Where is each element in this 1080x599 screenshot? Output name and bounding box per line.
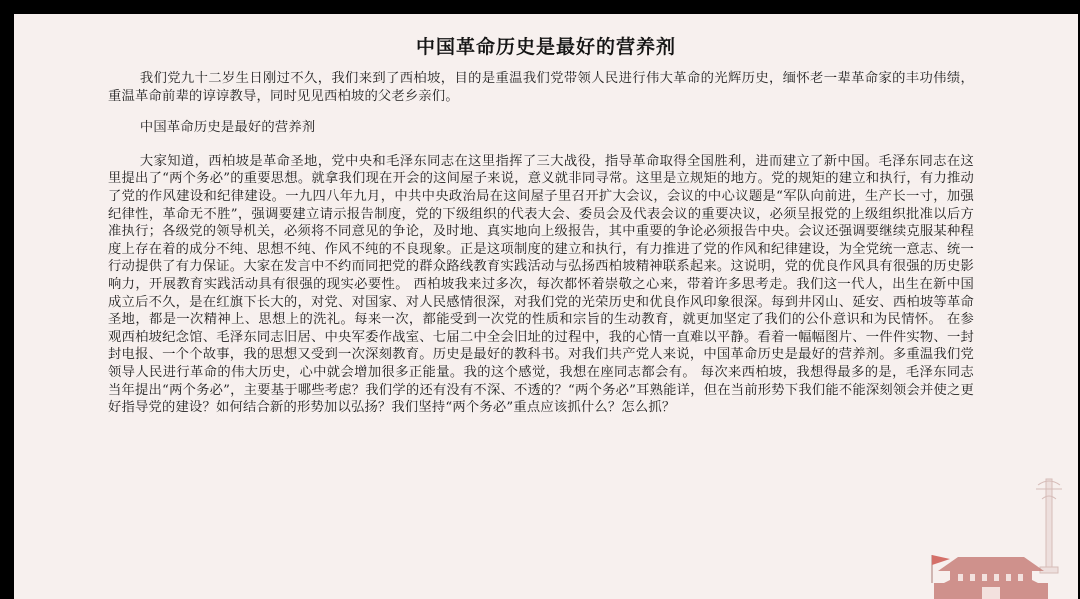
slide-body [108, 70, 974, 417]
main-paragraph: 大家知道，西柏坡是革命圣地，党中央和毛泽东同志在这里指挥了三大战役，指导革命取得全国胜利，进而建立了新中国。毛泽东同志在这里提出了“两个务必”的重要思想。就拿我们现在开会的这间屋子来说，意义就非同寻常。这里是立规矩的地方。党的规矩的建立和执行，有力推动了党的作风建设和纪律建设。一九四八年九月，中共中央政治局在这间屋子里召开扩大会议，会议的中心议题是“军队向前进，生产长一寸，加强纪律性，革命无不胜”，强调要建立请示报告制度，党的下级组织的代表大会、委员会及代表会议的重要决议，必须呈报党的上级组织批准以后方准执行；各级党的领导机关，必须将不同意见的争论，及时地、真实地向上级报告，其中重要的争论必须报告中央。会议还强调要继续克服某种程度上存在着的成分不纯、思想不纯、作风不纯的不良现象。正是这项制度的建立和执行，有力推进了党的作风和纪律建设，为全党统一意志、统一行动提供了有力保证。大家在发言中不约而同把党的群众路线教育实践活动与弘扬西柏坡精神联系起来。这说明，党的优良作风具有很强的历史影响力，开展教育实践活动具有很强的现实必要性。 西柏坡我来过多次，每次都怀着崇敬之心来，带着许多思考走。我们这一代人，出生在新中国成立后不久，是在红旗下长大的，对党、对国家、对人民感情很深，对我们党的光荣历史和优良作风印象很深。每到井冈山、延安、西柏坡等革命圣地，都是一次精神上、思想上的洗礼。每来一次，都能受到一次党的性质和宗旨的生动教育，就更加坚定了我们的公仆意识和为民情怀。 在参观西柏坡纪念馆、毛泽东同志旧居、中央军委作战室、七届二中全会旧址的过程中，我的心情一直难以平静。看着一幅幅图片、一件件实物、一封封电报、一个个故事，我的思想又受到一次深刻教育。历史是最好的教科书。对我们共产党人来说，中国革命历史是最好的营养剂。多重温我们党领导人民进行革命的伟大历史，心中就会增加很多正能量。我的这个感觉，我想在座同志都会有。 每次来西柏坡，我想得最多的是，毛泽东同志当年提出“两个务必”，主要基于哪些考虑？我们学的还有没有不深、不透的？“两个务必”耳熟能详，但在当前形势下我们能不能深刻领会并使之更好指导党的建设？如何结合新的形势加以弘扬？我们坚持“两个务必”重点应该抓什么？怎么抓？ [108, 153, 974, 416]
slide-title: 中国革命历史是最好的营养剂 [415, 36, 676, 58]
tiananmen-decoration-icon [928, 459, 1078, 599]
section-heading: 中国革命历史是最好的营养剂 [139, 120, 316, 136]
intro-paragraph: 我们党九十二岁生日刚过不久，我们来到了西柏坡，目的是重温我们党带领人民进行伟大革命的光辉历史，缅怀老一辈革命家的丰功伟绩，重温革命前辈的谆谆教导，同时见见西柏坡的父老乡亲们。 [108, 71, 974, 104]
slide [14, 14, 1078, 599]
